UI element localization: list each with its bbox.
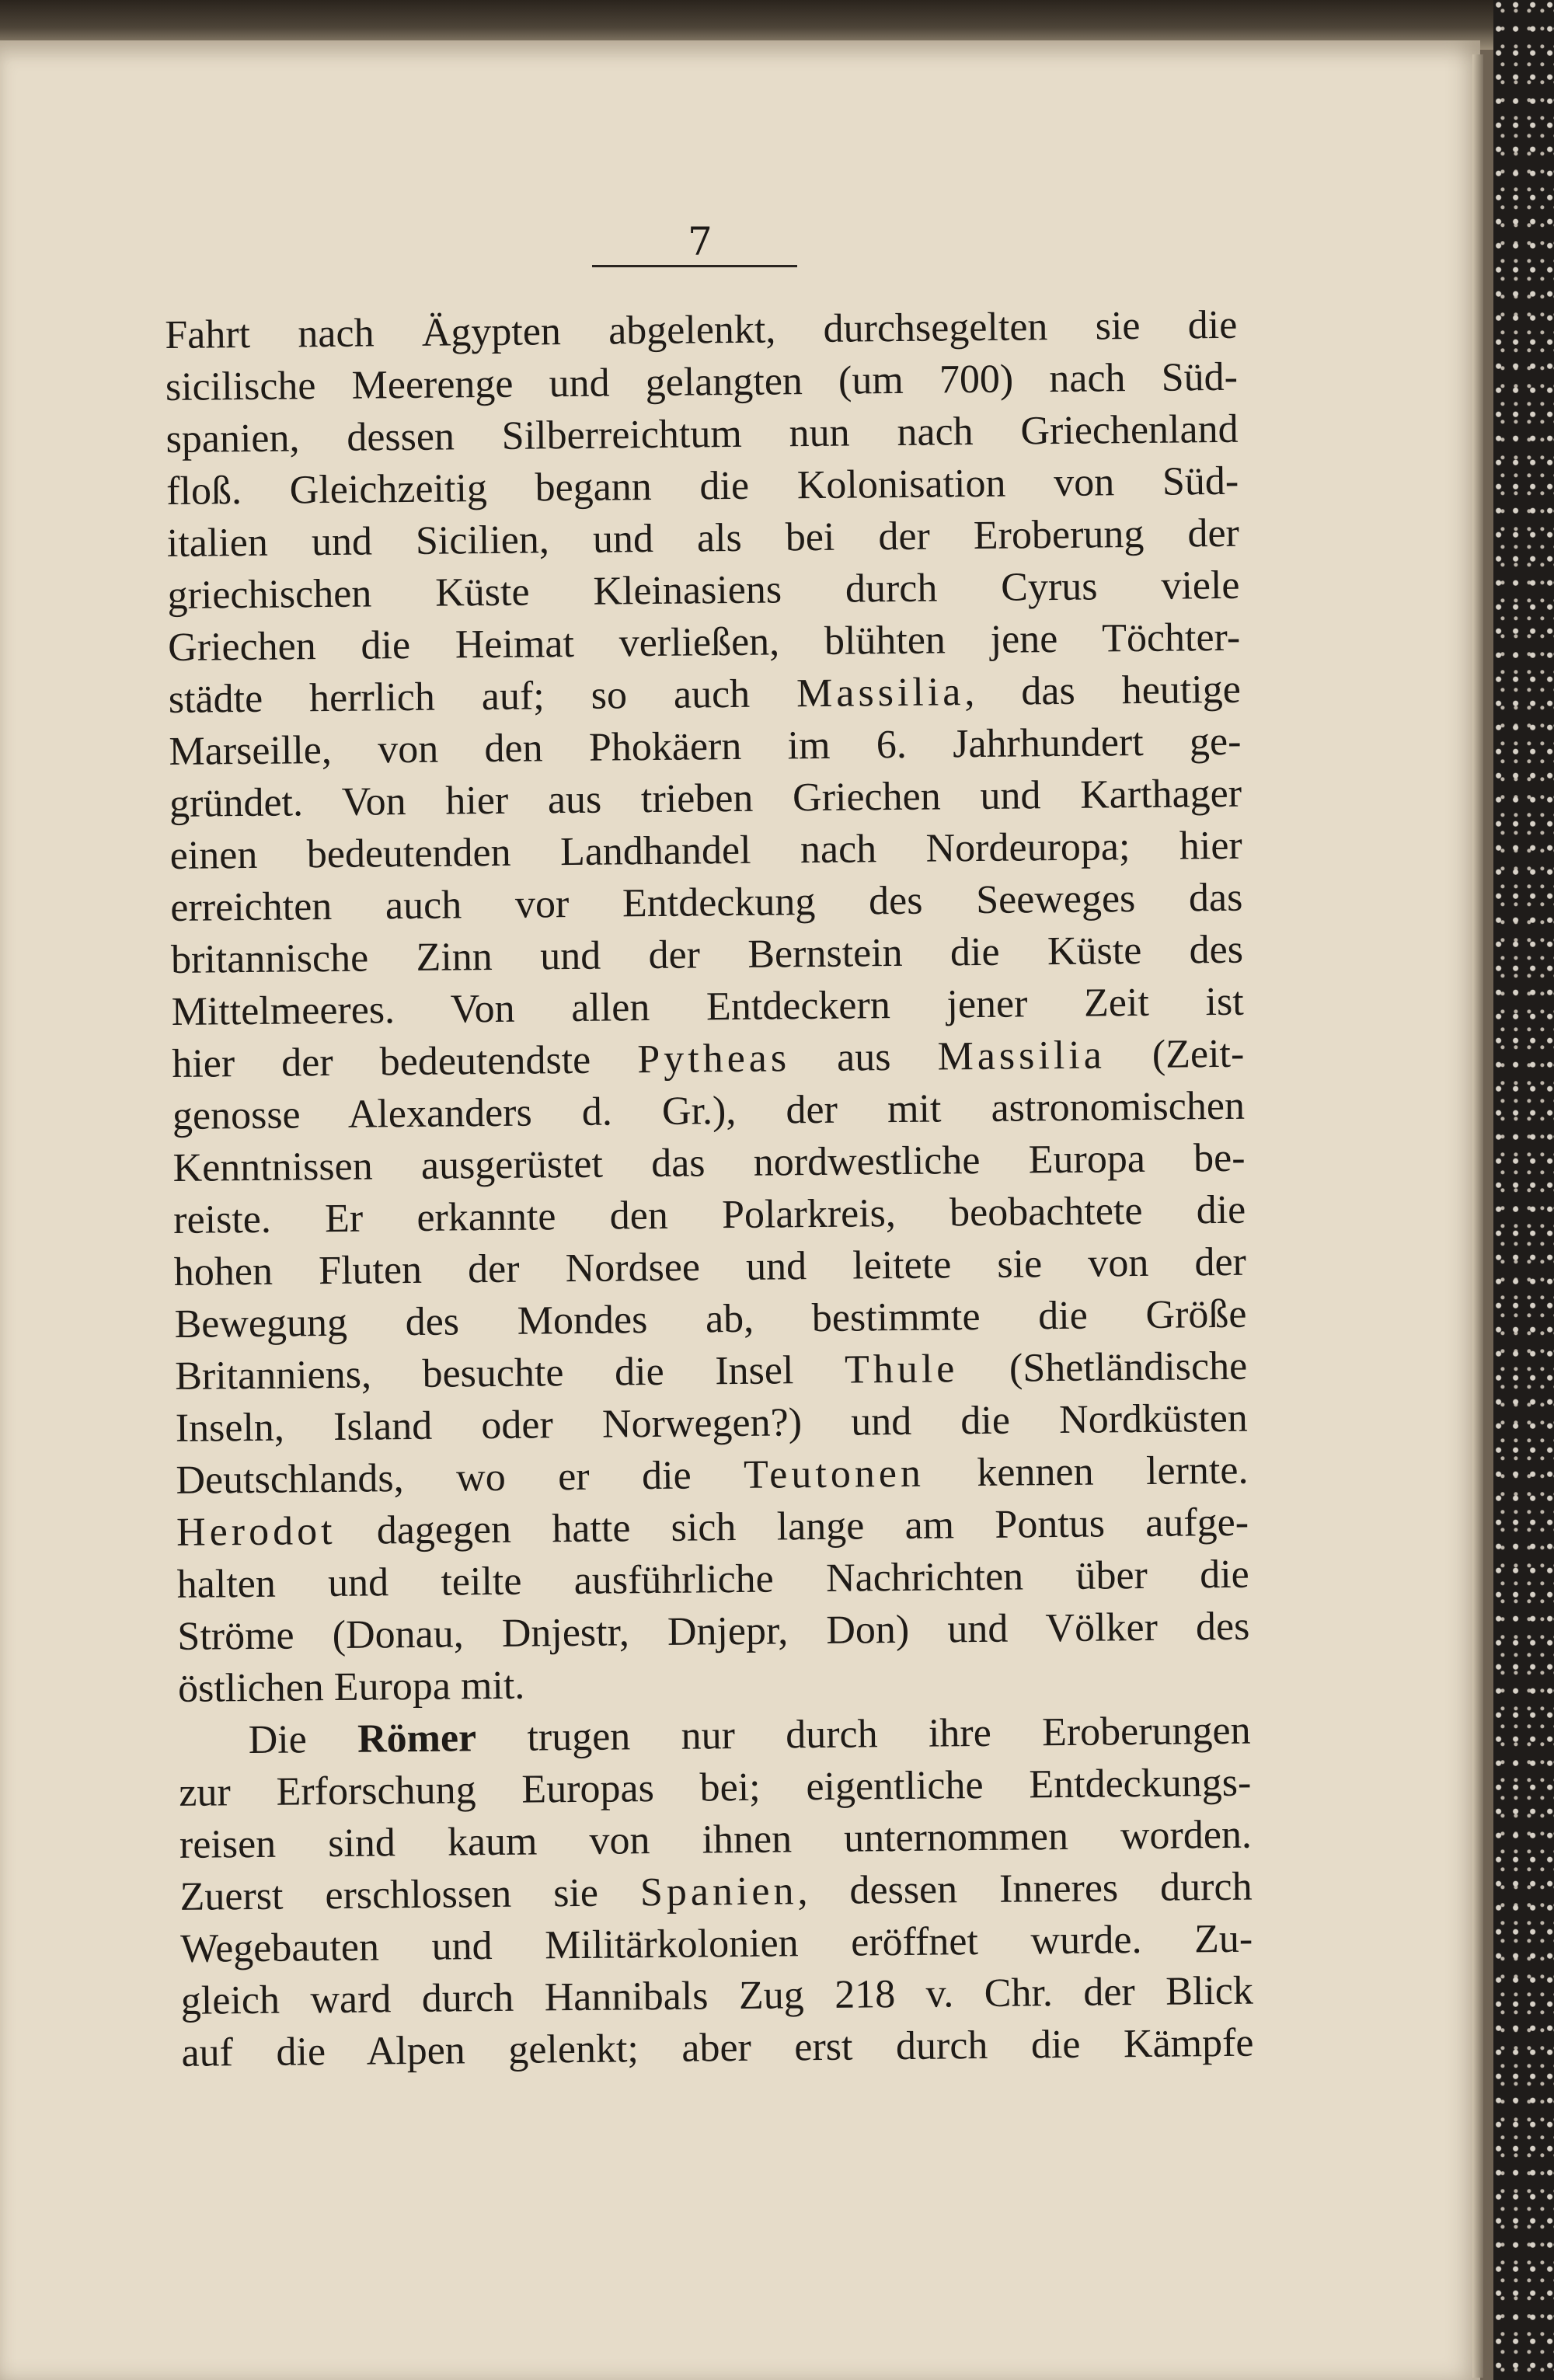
text-line: reiste. Er erkannte den Polarkreis, beobachtete die xyxy=(172,1187,1246,1242)
text-line: italien und Sicilien, und als bei der Eroberung der xyxy=(166,510,1240,566)
emphasized-name: Thule xyxy=(844,1347,959,1392)
text-line: Mittelmeeres. Von allen Entdeckern jener Zeit ist xyxy=(171,979,1244,1034)
text-line: genosse Alexanders d. Gr.), der mit astronomischen xyxy=(172,1083,1246,1138)
text-line: hohen Fluten der Nordsee und leitete sie von der xyxy=(173,1239,1247,1295)
text-line: gleich ward durch Hannibals Zug 218 v. Chr. der Blick xyxy=(180,1968,1254,2023)
text-line: einen bedeutenden Landhandel nach Nordeuropa; hier xyxy=(169,823,1242,878)
emphasized-name: Spanien xyxy=(639,1869,798,1915)
text-line: städte herrlich auf; so auch Massilia, das heutige xyxy=(168,667,1242,722)
text-line: Inseln, Island oder Norwegen?) und die Nordküsten xyxy=(175,1396,1249,1451)
text-line: Wegebauten und Militärkolonien eröffnet wurde. Zu- xyxy=(179,1916,1253,1971)
text-line: halten und teilte ausführliche Nachrichten über die xyxy=(176,1552,1249,1607)
marbled-binding-edge xyxy=(1493,0,1554,2380)
text-line: floß. Gleichzeitig begann die Kolonisation von Süd- xyxy=(166,458,1239,514)
body-text xyxy=(165,299,1254,2079)
text-line: Fahrt nach Ägypten abgelenkt, durchsegelten sie die xyxy=(165,302,1238,357)
text-line: reisen sind kaum von ihnen unternommen worden. xyxy=(179,1812,1253,1867)
text-line: Deutschlands, wo er die Teutonen kennen lernte. xyxy=(176,1448,1249,1503)
text-line: Bewegung des Mondes ab, bestimmte die Größe xyxy=(174,1291,1247,1347)
page-number-rule xyxy=(592,265,797,267)
text-line: spanien, dessen Silberreichtum nun nach Griechenland xyxy=(166,406,1239,462)
text-line: britannische Zinn und der Bernstein die Küste des xyxy=(170,927,1244,982)
emphasized-name: Massilia xyxy=(796,670,965,716)
page-number: 7 xyxy=(688,219,713,264)
text-line: Herodot dagegen hatte sich lange am Pontus aufge- xyxy=(176,1500,1249,1555)
text-line: zur Erforschung Europas bei; eigentliche Entdeckungs- xyxy=(179,1760,1252,1815)
emphasized-name: Teutonen xyxy=(743,1451,925,1497)
text-line: Zuerst erschlossen sie Spanien, dessen Inneres durch xyxy=(179,1864,1253,1919)
text-line: östlichen Europa mit. xyxy=(177,1663,525,1711)
text-line: Griechen die Heimat verließen, blühten jene Töchter- xyxy=(167,615,1241,670)
emphasized-name: Herodot xyxy=(176,1508,336,1555)
bold-term: Römer xyxy=(357,1716,477,1761)
text-line: Die Römer trugen nur durch ihre Eroberungen xyxy=(248,1708,1251,1763)
text-line: Marseille, von den Phokäern im 6. Jahrhundert ge- xyxy=(169,719,1242,774)
text-line: Kenntnissen ausgerüstet das nordwestliche Europa be- xyxy=(172,1135,1246,1190)
text-line: erreichten auch vor Entdeckung des Seeweges das xyxy=(170,875,1243,930)
text-line: gründet. Von hier aus trieben Griechen und Karthager xyxy=(169,771,1242,826)
text-line: Britanniens, besuchte die Insel Thule (Shetländische xyxy=(174,1343,1248,1399)
text-line: hier der bedeutendste Pytheas aus Massilia (Zeit- xyxy=(172,1031,1245,1086)
text-line: auf die Alpen gelenkt; aber erst durch die Kämpfe xyxy=(181,2020,1254,2075)
emphasized-name: Pytheas xyxy=(637,1036,791,1082)
page-fore-edge xyxy=(1472,54,1483,2378)
text-line: griechischen Küste Kleinasiens durch Cyrus viele xyxy=(167,563,1240,618)
emphasized-name: Massilia xyxy=(937,1033,1106,1079)
text-line: sicilische Meerenge und gelangten (um 700) nach Süd- xyxy=(165,354,1239,409)
text-line: Ströme (Donau, Dnjestr, Dnjepr, Don) und Völker des xyxy=(177,1604,1250,1659)
